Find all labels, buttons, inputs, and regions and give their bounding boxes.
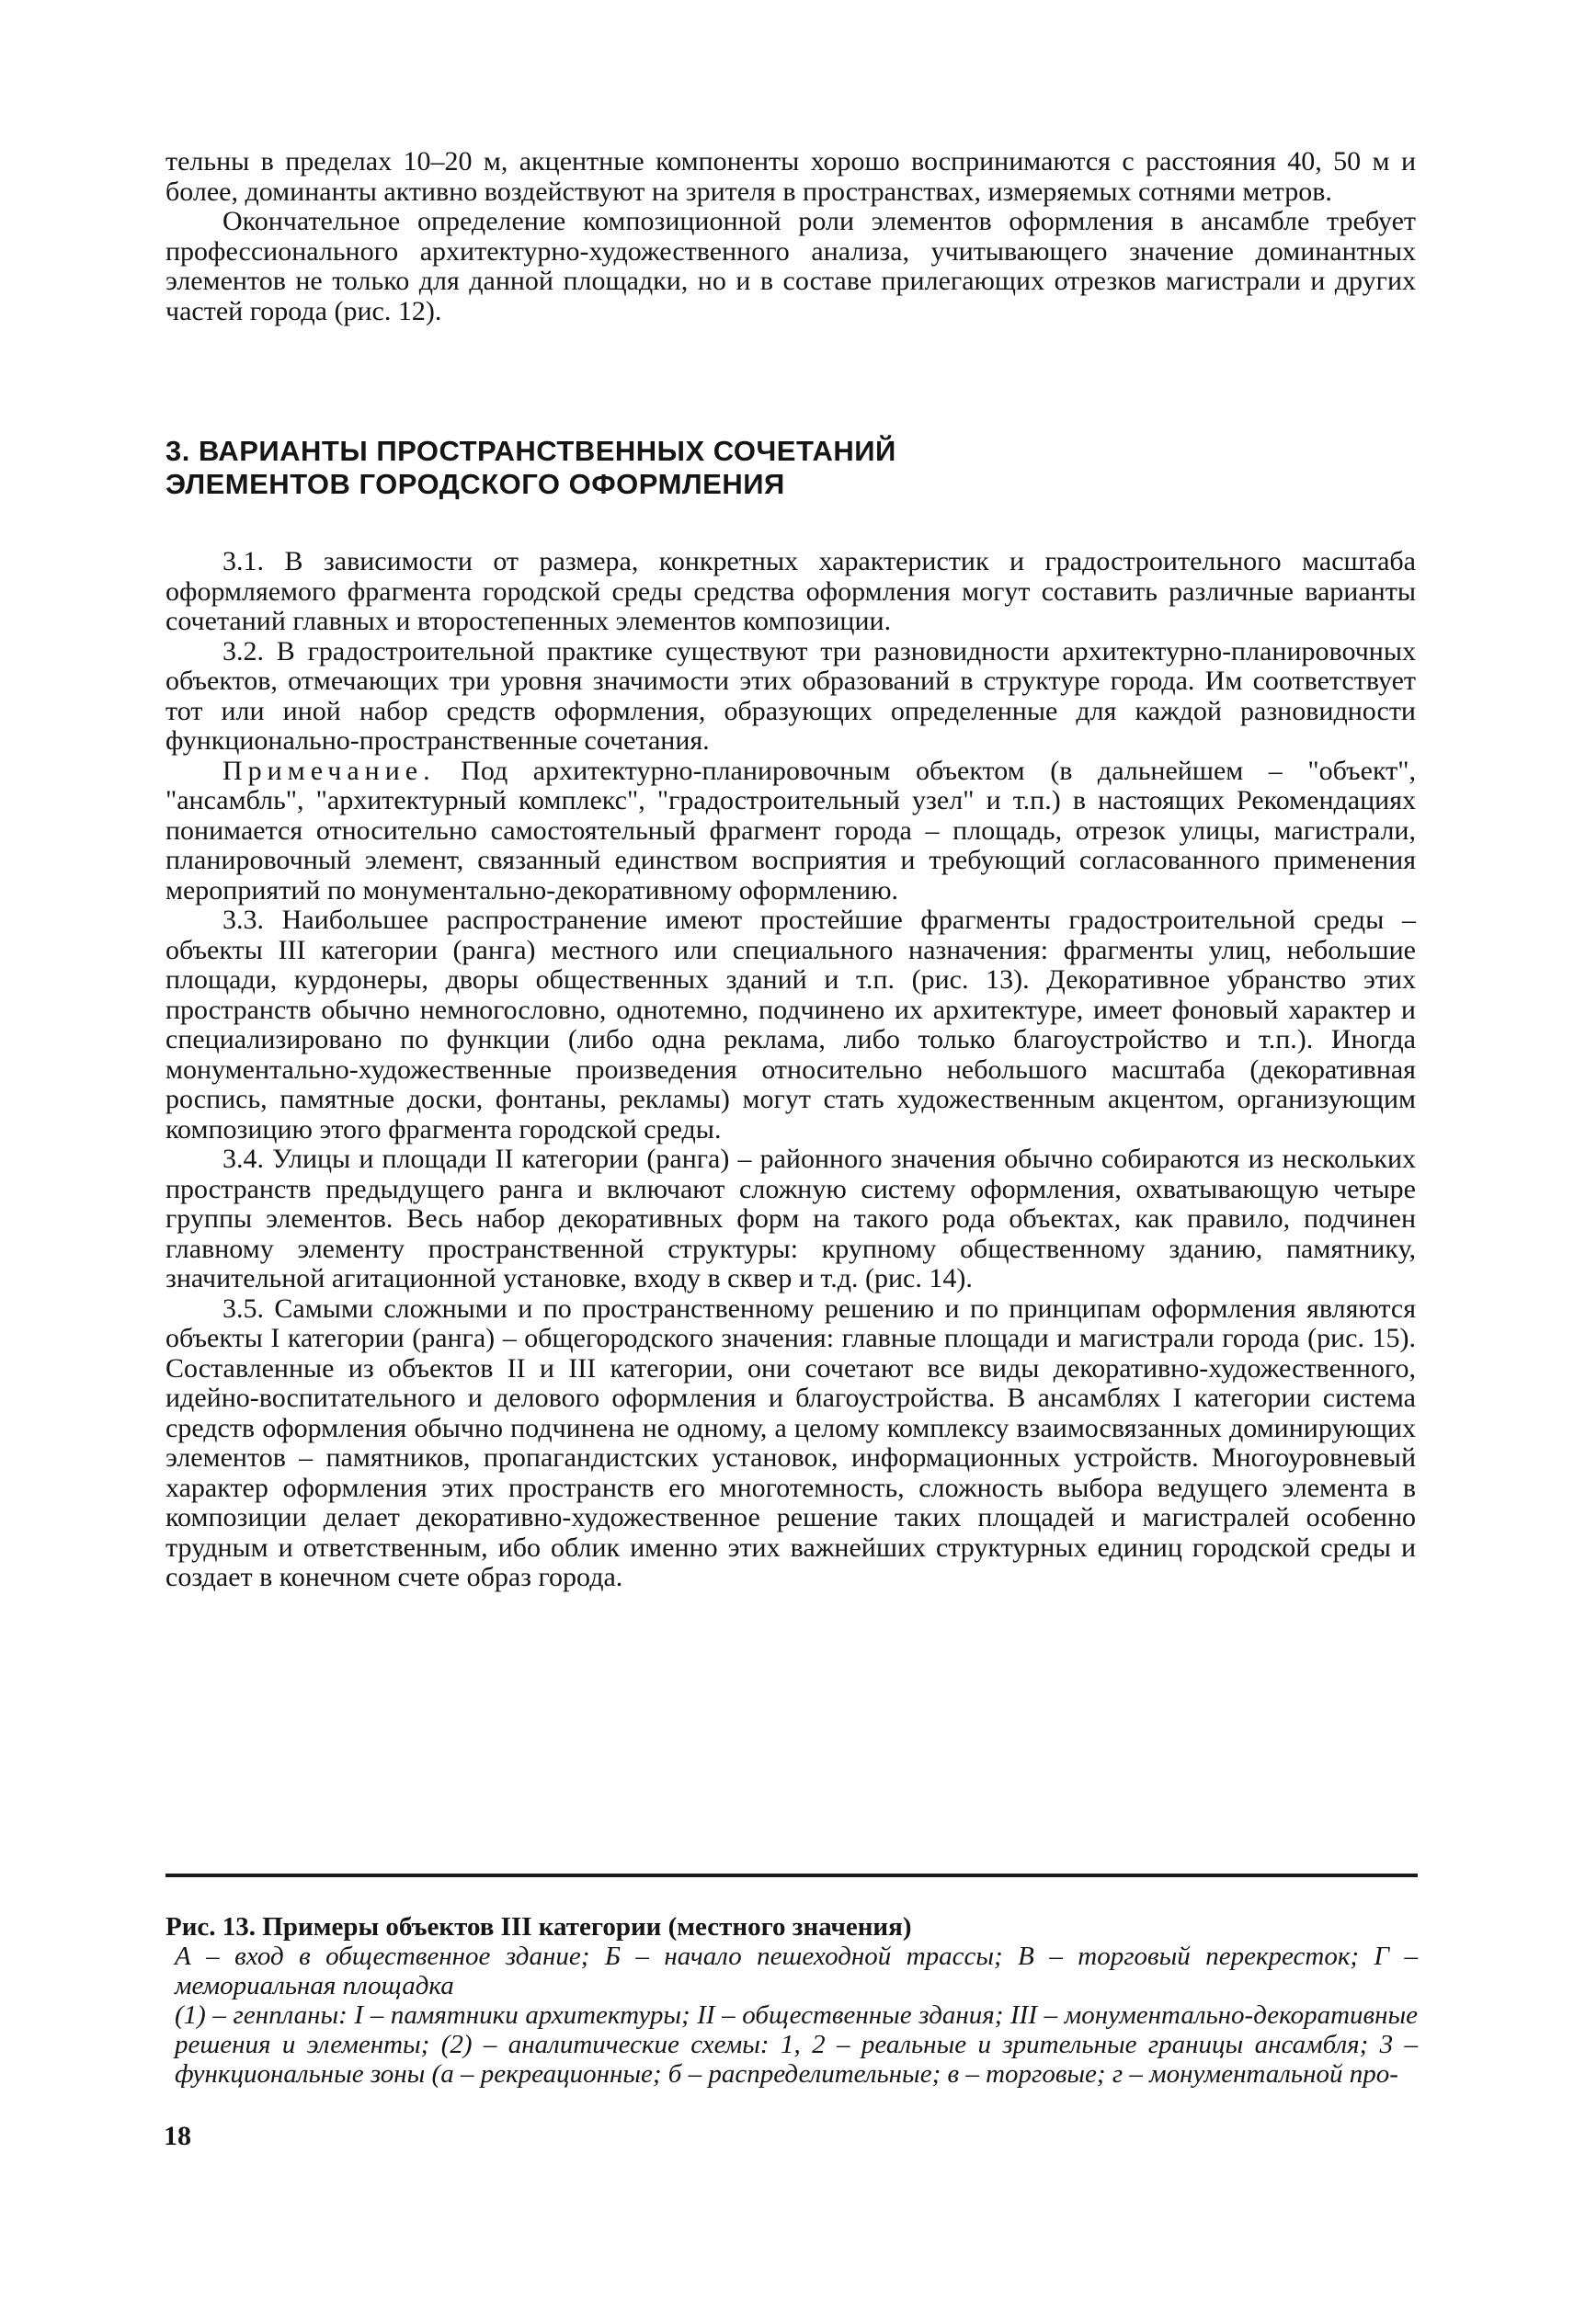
main-text-column: [165, 147, 1416, 1593]
caption-divider: [165, 1874, 1418, 1877]
paragraph-3-4: 3.4. Улицы и площади II категории (ранга) – районного значения обычно собираются из нескольких пространств предыдущего ранга и включают сложную систему оформления, охватывающую четыре группы элементов. Весь набор декоративных форм на такого рода объектах, как правило, подчинен главному элементу пространственной структуры: крупному общественному зданию, памятнику, значительной агитационной установке, входу в сквер и т.д. (рис. 14).: [165, 1144, 1416, 1293]
paragraph-3-3: 3.3. Наибольшее распространение имеют простейшие фрагменты градостроительной среды – объекты III категории (ранга) местного или специального назначения: фрагменты улиц, небольшие площади, курдонеры, дворы общественных зданий и т.п. (рис. 13). Декоративное убранство этих пространств обычно немногословно, однотемно, подчинено их архитектуре, имеет фоновый характер и специализировано по функции (либо одна реклама, либо только благоустройство и т.п.). Иногда монументально-художественные произведения относительно небольшого масштаба (декоративная роспись, памятные доски, фонтаны, рекламы) могут стать художественным акцентом, организующим композицию этого фрагмента городской среды.: [165, 905, 1416, 1145]
section-heading-line-2: ЭЛЕМЕНТОВ ГОРОДСКОГО ОФОРМЛЕНИЯ: [165, 468, 785, 500]
caption-legend-a: А – вход в общественное здание; Б – начало пешеходной трассы; В – торговый перекресток; Г – мемориальная площадка: [175, 1942, 1418, 2000]
paragraph-final-definition: Окончательное определение композиционной роли элементов оформления в ансамбле требует профессионального архитектурно-художественного анализа, учитывающего значение доминантных элементов не только для данной площадки, но и в составе прилегающих отрезков магистрали и других частей города (рис. 12).: [165, 206, 1416, 326]
note-label: Примечание.: [222, 755, 436, 786]
paragraph-3-2: 3.2. В градостроительной практике существуют три разновидности архитектурно-планировочных объектов, отмечающих три уровня значимости этих образований в структуре города. Им соответствует тот или иной набор средств оформления, образующих определенные для каждой разновидности функционально-пространственные сочетания.: [165, 635, 1416, 756]
page-number: 18: [164, 2121, 191, 2151]
note-text: Под архитектурно-планировочным объектом (в дальнейшем – "объект", "ансамбль", "архитектурный комплекс", "градостроительный узел" и т.п.) в настоящих Рекомендациях понимается относительно самостоятельный фрагмент города – площадь, отрезок улицы, магистрали, планировочный элемент, связанный единством восприятия и требующий согласованного применения мероприятий по монументально-декоративному оформлению.: [165, 755, 1416, 906]
paragraph-continuation: тельны в пределах 10–20 м, акцентные компоненты хорошо воспринимаются с расстояния 40, 50 м и более, доминанты активно воздействуют на зрителя в пространствах, измеряемых сотнями метров.: [165, 146, 1416, 207]
caption-legend-b: (1) – генпланы: I – памятники архитектуры; II – общественные здания; III – монументально-декоративные решения и элементы; (2) – аналитические схемы: 1, 2 – реальные и зрительные границы ансамбля; 3 – функциональные зоны (а – рекреационные; б – распределительные; в – торговые; г – монументальной про-: [175, 2000, 1418, 2089]
paragraph-3-1: 3.1. В зависимости от размера, конкретных характеристик и градостроительного масштаба оформляемого фрагмента городской среды средства оформления могут составить различные варианты сочетаний главных и второстепенных элементов композиции.: [165, 546, 1416, 636]
paragraph-3-5: 3.5. Самыми сложными и по пространственному решению и по принципам оформления являются объекты I категории (ранга) – общегородского значения: главные площади и магистрали города (рис. 15). Составленные из объектов II и III категории, они сочетают все виды декоративно-художественного, идейно-воспитательного и делового оформления и благоустройства. В ансамблях I категории система средств оформления обычно подчинена не одному, а целому комплексу взаимосвязанных доминирующих элементов – памятников, пропагандистских установок, информационных устройств. Многоуровневый характер оформления этих пространств его многотемность, сложность выбора ведущего элемента в композиции делает декоративно-художественное решение таких площадей и магистралей особенно трудным и ответственным, ибо облик именно этих важнейших структурных единиц городской среды и создает в конечном счете образ города.: [165, 1293, 1416, 1592]
section-heading: [165, 435, 1416, 501]
section-heading-line-1: 3. ВАРИАНТЫ ПРОСТРАНСТВЕННЫХ СОЧЕТАНИЙ: [165, 435, 896, 467]
figure-caption: [165, 1912, 1418, 2089]
caption-title: Рис. 13. Примеры объектов III категории (местного значения): [165, 1912, 912, 1942]
note-paragraph: [165, 757, 1416, 906]
